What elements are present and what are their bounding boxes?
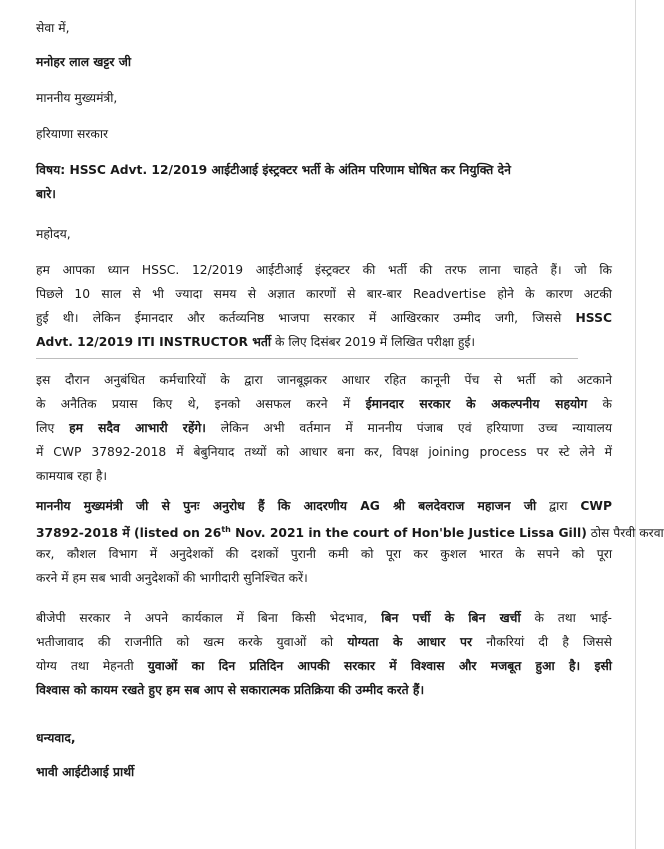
para2-line-2-end: के: [587, 397, 612, 411]
para4-line-3: [36, 654, 612, 678]
para4-line-4: विश्वास को कायम रखते हुए हम सब आप से सकारात्मक प्रतिक्रिया की उम्मीद करते हैं।: [36, 683, 425, 697]
addressee-government-block: [36, 122, 612, 146]
para2-line-1: इस दौरान अनुबंधित कर्मचारियों के द्वारा जानबूझकर आधार रहित कानूनी पेंच से भर्ती को अटकाने: [36, 373, 612, 387]
para3-line-2-end: ठोस पैरवी करवा: [586, 526, 664, 541]
addressee-title-block: [36, 86, 612, 110]
para3-line-1-ag: आदरणीय AG श्री बलदेवराज महाजन जी: [303, 499, 537, 513]
para2-line-2-text: के अनैतिक प्रयास किए थे, इनको असफल करने में: [36, 397, 366, 411]
subject-line-2: बारे।: [36, 187, 56, 201]
para1-line-4-text: के लिए दिसंबर 2019 में लिखित परीक्षा हुई।: [271, 335, 476, 349]
paragraph-2: [36, 368, 612, 488]
para3-line-1-text: द्वारा: [536, 499, 581, 513]
para4-line-2-text: भतीजावाद की राजनीति को खत्म करके युवाओं को: [36, 635, 348, 649]
para4-line-2: [36, 630, 612, 654]
para2-line-2-bold: ईमानदार सरकार के अकल्पनीय सहयोग: [365, 397, 588, 411]
greeting-block: [36, 222, 612, 246]
addressee-government: हरियाणा सरकार: [36, 127, 109, 141]
salutation: सेवा में,: [36, 21, 70, 35]
para2-line-3-start: लिए: [36, 421, 70, 435]
para3-line-2-court: Nov. 2021 in the court of Hon'ble Justice Lissa Gill): [230, 526, 587, 541]
signature-block: [36, 760, 612, 784]
para2-line-4: में CWP 37892-2018 में बेबुनियाद तथ्यों को आधार बना कर, विपक्ष joining process पर स्टे लेने में: [36, 445, 612, 459]
para1-line-4: [36, 330, 612, 354]
para4-line-2-end: नौकरियां दी है जिससे: [471, 635, 612, 649]
para1-line-3-bold: HSSC: [575, 311, 612, 325]
page-edge: [635, 0, 636, 849]
para1-line-2: पिछले 10 साल से भी ज्यादा समय से अज्ञात कारणों से बार-बार Readvertise होने के कारण अटकी: [36, 287, 612, 301]
divider: [36, 358, 578, 359]
para3-line-1-bold: माननीय मुख्यमंत्री जी से पुनः अनुरोध हैं कि: [36, 499, 304, 513]
paragraph-1: [36, 258, 612, 354]
para3-line-1: [36, 494, 612, 518]
closing-block: [36, 726, 612, 750]
closing: धन्यवाद,: [36, 731, 76, 745]
addressee-name: मनोहर लाल खट्टर जी: [36, 55, 132, 69]
para3-line-2: [36, 518, 664, 542]
para3-line-3: कर, कौशल विभाग में अनुदेशकों की दशकों पुरानी कमी को पूरा कर कुशल भारत के सपने को पूरा: [36, 547, 612, 561]
addressee-title: माननीय मुख्यमंत्री,: [36, 91, 118, 105]
para1-line-1: हम आपका ध्यान HSSC. 12/2019 आईटीआई इंस्ट्रक्टर की भर्ती की तरफ लाना चाहते हैं। जो कि: [36, 263, 612, 277]
para2-line-3-text: लेकिन अभी वर्तमान में माननीय पंजाब एवं हरियाणा उच्च न्यायालय: [205, 421, 612, 435]
para3-line-2-listed: (listed on 26: [129, 526, 222, 541]
salutation-block: [36, 16, 612, 40]
para4-line-1-text: बीजेपी सरकार ने अपने कार्यकाल में बिना किसी भेदभाव,: [36, 611, 382, 625]
signature: भावी आईटीआई प्रार्थी: [36, 765, 135, 779]
para1-line-4-bold: Advt. 12/2019 ITI INSTRUCTOR भर्ती: [36, 335, 272, 349]
paragraph-3: [36, 494, 664, 590]
greeting: महोदय,: [36, 227, 71, 241]
para3-line-2-case: 37892-2018 में: [36, 526, 130, 541]
para3-line-4: करने में हम सब भावी अनुदेशकों की भागीदारी सुनिश्चित करें।: [36, 571, 308, 585]
paragraph-4: [36, 606, 612, 702]
para1-line-3-text: हुई थी। लेकिन ईमानदार और कर्तव्यनिष्ठ भाजपा सरकार में आखिरकार उम्मीद जगी, जिससे: [36, 311, 576, 325]
para4-line-1: [36, 606, 612, 630]
subject-block: [36, 158, 612, 206]
para1-line-3: [36, 306, 612, 330]
subject-text: HSSC Advt. 12/2019 आईटीआई इंस्ट्रक्टर भर्ती के अंतिम परिणाम घोषित कर नियुक्ति देने: [65, 163, 511, 177]
para3-line-2-sup: th: [221, 525, 231, 534]
para4-line-1-end: के तथा भाई-: [520, 611, 612, 625]
para4-line-1-bold: बिन पर्ची के बिन खर्ची: [381, 611, 521, 625]
para4-line-3-text: योग्य तथा मेहनती: [36, 659, 148, 673]
para2-line-3-bold: हम सदैव आभारी रहेंगे।: [69, 421, 206, 435]
para4-line-3-bold: युवाओं का दिन प्रतिदिन आपकी सरकार में विश्वास और मजबूत हुआ है। इसी: [147, 659, 612, 673]
para3-line-1-cwp: CWP: [580, 499, 612, 513]
para2-line-5: कामयाब रहा है।: [36, 469, 108, 483]
para4-line-2-bold: योग्यता के आधार पर: [347, 635, 472, 649]
addressee-name-block: [36, 50, 612, 74]
para2-line-3: [36, 416, 612, 440]
para2-line-2: [36, 392, 612, 416]
subject-label: विषय:: [36, 163, 66, 177]
subject-line-1: [36, 158, 612, 182]
